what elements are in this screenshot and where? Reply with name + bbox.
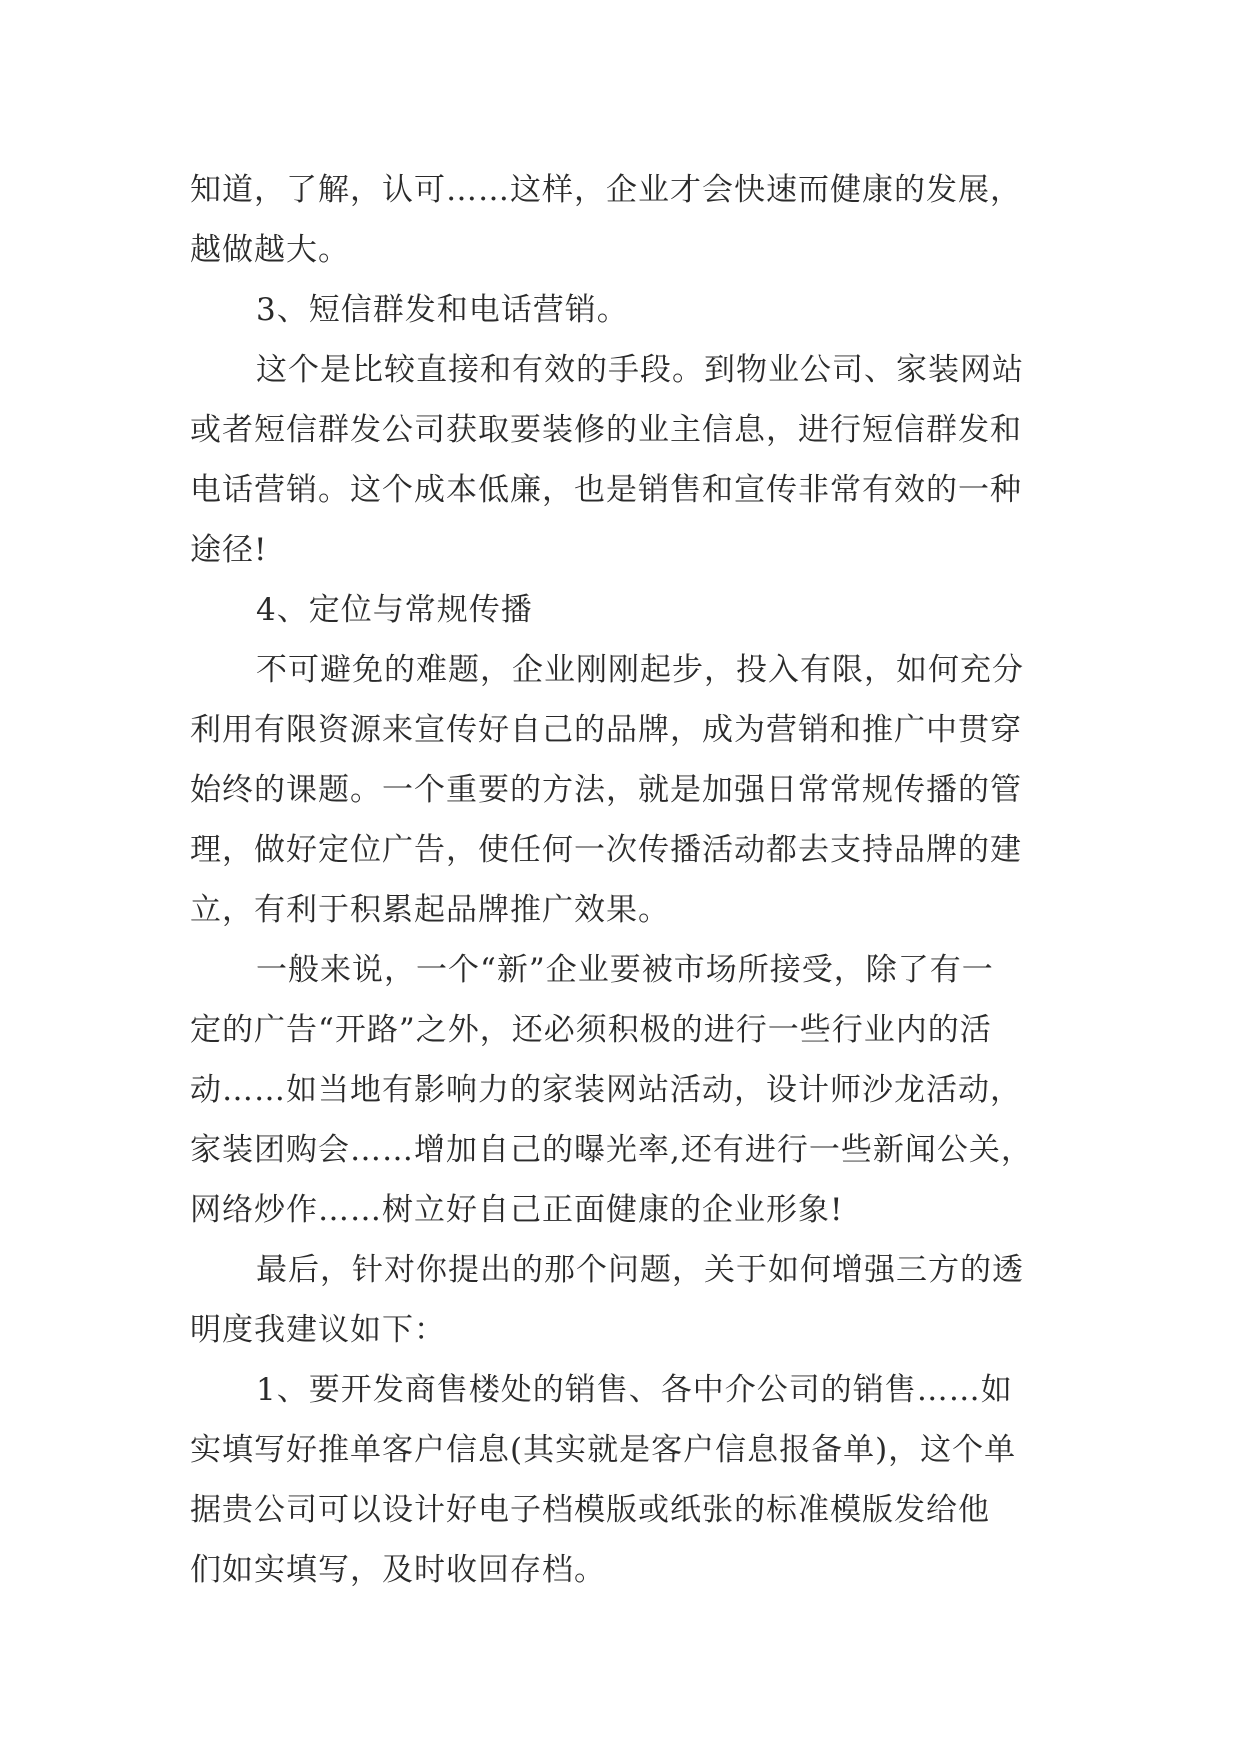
text-line: 实填写好推单客户信息(其实就是客户信息报备单)，这个单	[190, 1432, 1017, 1468]
text-line: 不可避免的难题，企业刚刚起步，投入有限，如何充分	[256, 652, 1024, 688]
text-line: 电话营销。这个成本低廉，也是销售和宣传非常有效的一种	[190, 472, 1022, 508]
text-line: 始终的课题。一个重要的方法，就是加强日常常规传播的管	[190, 772, 1022, 808]
list-item: 1、要开发商售楼处的销售、各中介公司的销售……如	[256, 1372, 1013, 1408]
text-line: 家装团购会……增加自己的曝光率,还有进行一些新闻公关，	[190, 1132, 1033, 1168]
text-line: 途径!	[190, 532, 268, 568]
text-line: 最后，针对你提出的那个问题，关于如何增强三方的透	[256, 1252, 1024, 1288]
section-heading: 3、短信群发和电话营销。	[256, 292, 629, 328]
text-line: 们如实填写，及时收回存档。	[190, 1552, 606, 1588]
text-line: 一般来说，一个“新”企业要被市场所接受，除了有一	[256, 952, 994, 988]
text-line: 动……如当地有影响力的家装网站活动，设计师沙龙活动，	[190, 1072, 1022, 1108]
text-line: 定的广告“开路”之外，还必须积极的进行一些行业内的活	[190, 1012, 992, 1048]
text-line: 据贵公司可以设计好电子档模版或纸张的标准模版发给他	[190, 1492, 990, 1528]
text-line: 网络炒作……树立好自己正面健康的企业形象!	[190, 1192, 844, 1228]
text-line: 或者短信群发公司获取要装修的业主信息，进行短信群发和	[190, 412, 1022, 448]
text-line: 知道，了解，认可……这样，企业才会快速而健康的发展，	[190, 172, 1022, 208]
text-line: 理，做好定位广告，使任何一次传播活动都去支持品牌的建	[190, 832, 1022, 868]
text-line: 立，有利于积累起品牌推广效果。	[190, 892, 670, 928]
text-line: 这个是比较直接和有效的手段。到物业公司、家装网站	[256, 352, 1024, 388]
text-line: 越做越大。	[190, 232, 350, 268]
text-line: 利用有限资源来宣传好自己的品牌，成为营销和推广中贯穿	[190, 712, 1022, 748]
document-body	[190, 160, 1070, 1600]
section-heading: 4、定位与常规传播	[256, 592, 533, 628]
text-line: 明度我建议如下：	[190, 1312, 446, 1348]
